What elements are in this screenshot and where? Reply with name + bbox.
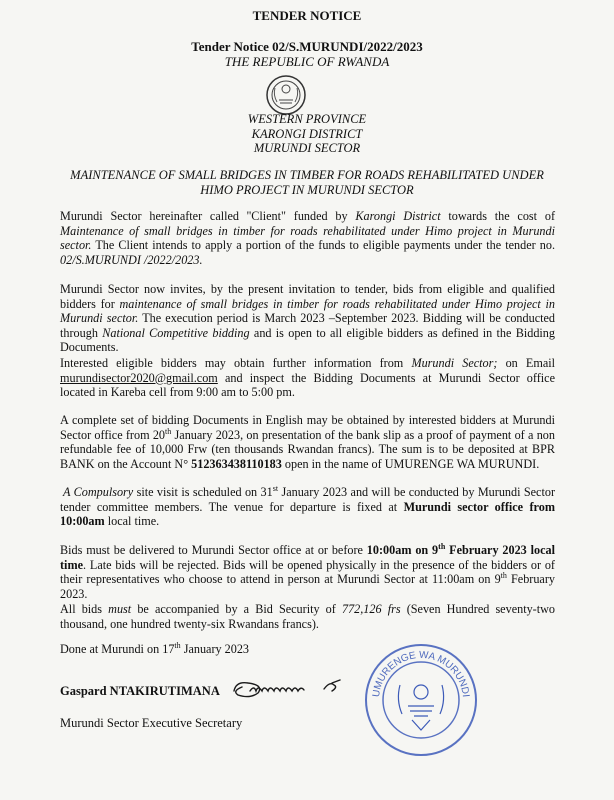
paragraph-bid-security: All bids must be accompanied by a Bid Security of 772,126 frs (Seven Hundred seventy-two thousand, one hundred twenty-six Rwandans francs). bbox=[60, 602, 556, 631]
province: WESTERN PROVINCE bbox=[247, 112, 367, 126]
email-link[interactable]: murundisector2020@gmail.com bbox=[60, 370, 218, 385]
signatory-title: Murundi Sector Executive Secretary bbox=[60, 716, 243, 730]
notice-number: Tender Notice 02/S.MURUNDI/2022/2023 bbox=[191, 39, 423, 54]
paragraph-bid-delivery: Bids must be delivered to Murundi Sector office at or before 10:00am on 9th February 2023 local time. Late bids will be rejected. Bids will be opened physically in the presence of the bidders or of their representatives who choose to attend in person at Murundi Sector at 11:00am on 9th February 2023. bbox=[60, 541, 555, 601]
paragraph-bidding-documents: A complete set of bidding Documents in English may be obtained by interested bidders at Murundi Sector office from 20th January 2023, on presentation of the bank slip as a proof of payment of a non refundable fee of 10,000 Frw (ten thousands Rwandan francs). The sum is to be deposited at BPR BANK on the Account N° 512363438110183 open in the name of UMURENGE WA MURUNDI. bbox=[60, 413, 555, 471]
handwritten-signature bbox=[228, 669, 348, 709]
address-block bbox=[0, 112, 614, 156]
official-stamp bbox=[362, 640, 480, 760]
svg-text:UMURENGE WA MURUNDI: UMURENGE WA MURUNDI bbox=[371, 649, 471, 698]
document-title: TENDER NOTICE bbox=[252, 8, 362, 23]
signatory-name: Gaspard NTAKIRUTIMANA bbox=[60, 684, 220, 698]
paragraph-site-visit: A Compulsory site visit is scheduled on 31st January 2023 and will be conducted by Murundi Sector tender committee members. The venue for departure is fixed at Murundi sector office from 10:00am local time. bbox=[60, 483, 556, 529]
sector: MURUNDI SECTOR bbox=[253, 141, 361, 155]
done-at-line: Done at Murundi on 17th January 2023 bbox=[60, 640, 250, 656]
account-number: 512363438110183 bbox=[191, 456, 282, 471]
republic-name: THE REPUBLIC OF RWANDA bbox=[224, 54, 390, 69]
paragraph-funding: Murundi Sector hereinafter called ''Client" funded by Karongi District towards the cost of Maintenance of small bridges in timber for roads rehabilitated under Himo project in Murundi sector. The Client intends to apply a portion of the funds to eligible payments under the tender no. 02/S.MURUNDI /2022/2023. bbox=[60, 209, 556, 267]
paragraph-invitation: Murundi Sector now invites, by the present invitation to tender, bids from eligible and qualified bidders for maintenance of small bridges in timber for roads rehabilitated under Himo project in Murundi sector. The execution period is March 2023 –September 2023. Bidding will be conducted through National Competitive bidding and is open to all eligible bidders as defined in the Bidding Documents. bbox=[60, 282, 555, 355]
paragraph-information: Interested eligible bidders may obtain further information from Murundi Sector; on Email murundisector2020@gmail.com and inspect the Bidding Documents at Murundi Sector office located in Kareba cell from 9:00 am to 5:00 pm. bbox=[60, 356, 556, 400]
rwanda-emblem-icon bbox=[265, 74, 307, 116]
tender-subject: MAINTENANCE OF SMALL BRIDGES IN TIMBER FOR ROADS REHABILITATED UNDER HIMO PROJECT IN MURUNDI SECTOR bbox=[70, 168, 544, 197]
district: KARONGI DISTRICT bbox=[251, 126, 363, 141]
